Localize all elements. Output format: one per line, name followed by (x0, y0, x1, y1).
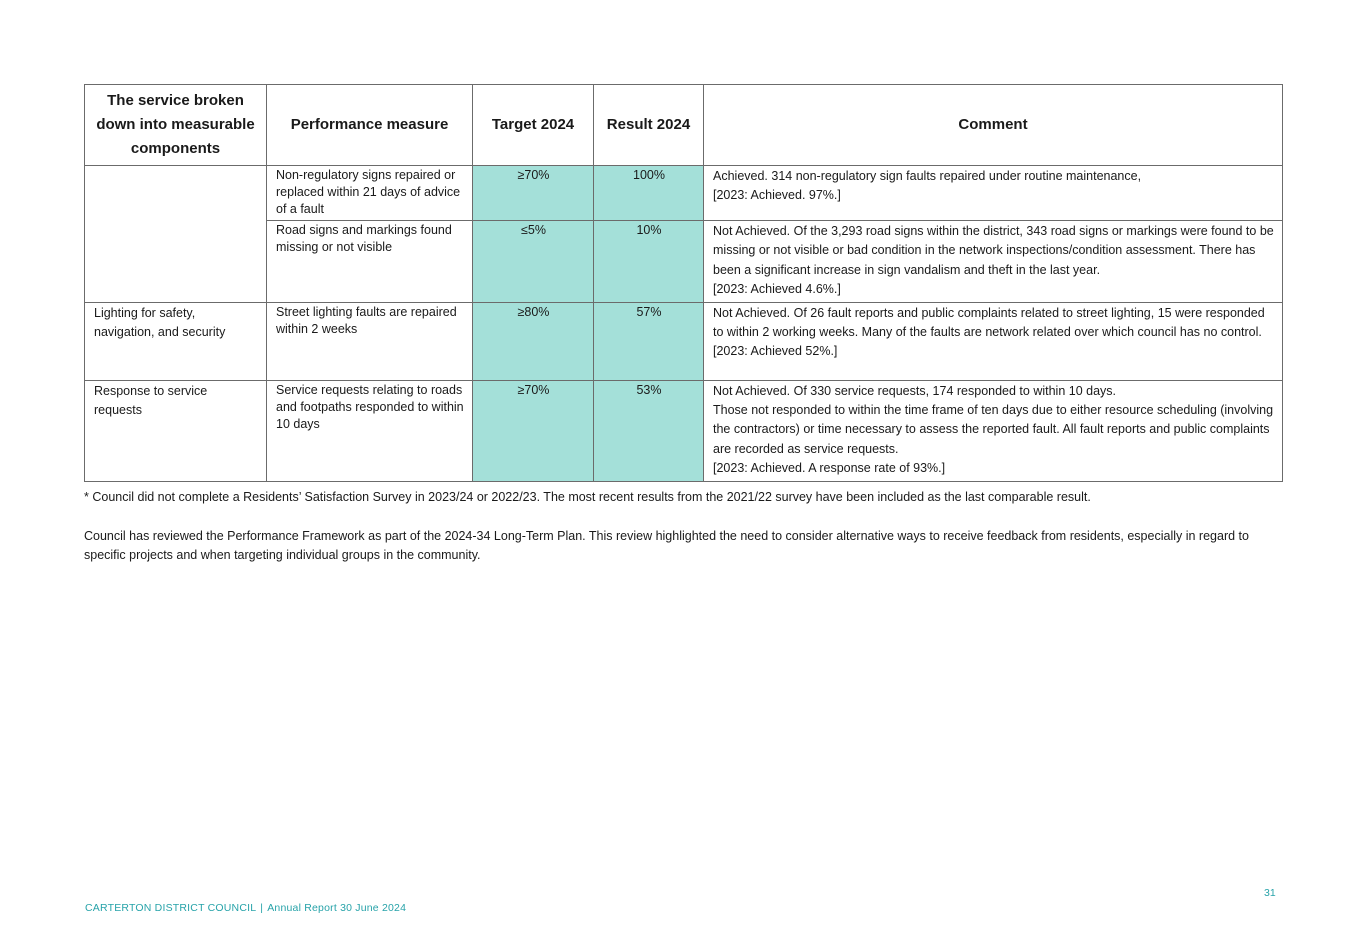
comment-line: [2023: Achieved. A response rate of 93%.] (713, 461, 946, 476)
target-cell: ≥80% (473, 302, 594, 380)
component-cell: Response to service requests (85, 380, 267, 481)
measure-cell: Service requests relating to roads and footpaths responded to within 10 days (267, 380, 473, 481)
comment-line: [2023: Achieved. 97%.] (713, 188, 841, 203)
footer-report-title: Annual Report 30 June 2024 (267, 902, 407, 914)
header-component: The service broken down into measurable components (85, 85, 267, 166)
comment-line: [2023: Achieved 52%.] (713, 344, 838, 359)
comment-line: Not Achieved. Of 26 fault reports and public complaints related to street lighting, 15 were responded to within 2 working weeks. Many of the faults are network related over which council has no control. (713, 305, 1265, 340)
target-cell: ≥70% (473, 166, 594, 221)
page-footer (85, 902, 406, 914)
survey-footnote: * Council did not complete a Residents’ Satisfaction Survey in 2023/24 or 2022/23. The most recent results from the 2021/22 survey have been included as the last comparable result. (84, 490, 1091, 504)
comment-line: Not Achieved. Of the 3,293 road signs within the district, 343 road signs or markings were found to be missing or not visible or bad condition in the network inspections/condition assessment. There has been a significant increase in sign vandalism and theft in the last year. (713, 224, 1274, 277)
result-cell: 53% (594, 380, 704, 481)
measure-cell: Street lighting faults are repaired within 2 weeks (267, 302, 473, 380)
comment-line: [2023: Achieved 4.6%.] (713, 282, 841, 297)
comment-line: Those not responded to within the time frame of ten days due to either resource scheduling (involving the contractors) or time necessary to assess the reported fault. All fault reports and public complaints are recorded as service requests. (713, 403, 1274, 456)
footer-separator: | (260, 902, 264, 914)
target-cell: ≤5% (473, 221, 594, 303)
result-cell: 100% (594, 166, 704, 221)
review-paragraph: Council has reviewed the Performance Framework as part of the 2024-34 Long-Term Plan. This review highlighted the need to consider alternative ways to receive feedback from residents, especially in regard to specific projects and when targeting individual groups in the community. (84, 529, 1249, 563)
table-row (85, 302, 1283, 380)
target-cell: ≥70% (473, 380, 594, 481)
header-result: Result 2024 (594, 85, 704, 166)
measure-cell: Non-regulatory signs repaired or replaced within 21 days of advice of a fault (267, 166, 473, 221)
measure-cell: Road signs and markings found missing or not visible (267, 221, 473, 303)
result-cell: 10% (594, 221, 704, 303)
header-target: Target 2024 (473, 85, 594, 166)
comment-cell (704, 166, 1283, 221)
comment-line: Not Achieved. Of 330 service requests, 174 responded to within 10 days. (713, 383, 1117, 398)
comment-line: Achieved. 314 non-regulatory sign faults repaired under routine maintenance, (713, 169, 1142, 183)
comment-cell (704, 380, 1283, 481)
component-cell (85, 166, 267, 303)
page-number: 31 (1264, 887, 1276, 899)
footer-organisation: CARTERTON DISTRICT COUNCIL (85, 902, 257, 914)
performance-table (84, 84, 1283, 482)
comment-cell (704, 302, 1283, 380)
result-cell: 57% (594, 302, 704, 380)
table-header-row (85, 85, 1283, 166)
component-cell: Lighting for safety, navigation, and security (85, 302, 267, 380)
header-comment: Comment (704, 85, 1283, 166)
table-row (85, 166, 1283, 221)
header-measure: Performance measure (267, 85, 473, 166)
comment-cell (704, 221, 1283, 303)
table-row (85, 380, 1283, 481)
